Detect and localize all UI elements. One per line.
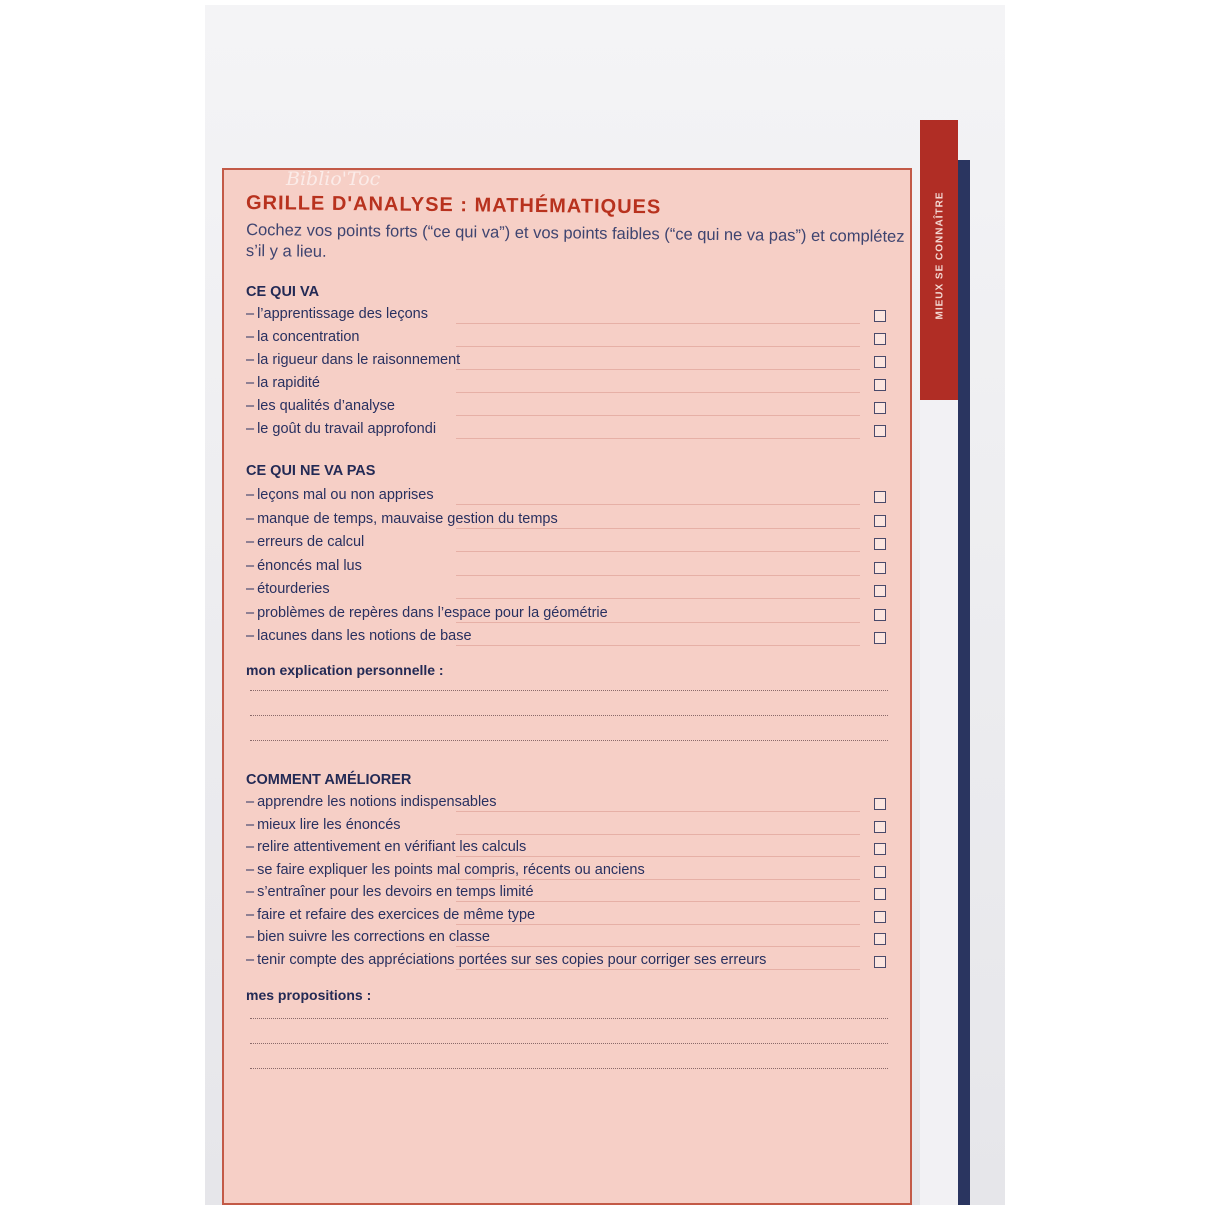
item-label: bien suivre les corrections en classe <box>257 929 490 945</box>
item-label: lacunes dans les notions de base <box>257 628 472 644</box>
item-label: les qualités d’analyse <box>257 398 395 414</box>
leader-line <box>456 415 860 416</box>
checkbox[interactable] <box>874 911 886 923</box>
leader-line <box>456 369 860 370</box>
checklist-item <box>246 794 886 814</box>
checkbox[interactable] <box>874 798 886 810</box>
checklist-item <box>246 421 886 441</box>
checkbox[interactable] <box>874 821 886 833</box>
leader-line <box>456 901 860 902</box>
item-label: étourderies <box>257 581 330 597</box>
item-label: se faire expliquer les points mal compris, récents ou anciens <box>257 861 645 878</box>
leader-line <box>456 856 860 857</box>
item-label: relire attentivement en vérifiant les calculs <box>257 839 527 855</box>
item-label: la rigueur dans le raisonnement <box>257 352 461 368</box>
checklist-item <box>246 581 886 601</box>
checklist-item <box>246 817 886 837</box>
writing-line[interactable] <box>250 740 888 741</box>
writing-line[interactable] <box>250 1043 888 1044</box>
section-heading-ce-qui-va: CE QUI VA <box>246 284 320 300</box>
item-label: faire et refaire des exercices de même type <box>257 906 536 923</box>
leader-line <box>456 946 860 947</box>
checklist-item <box>246 952 886 972</box>
item-dash: – <box>246 487 255 503</box>
watermark: Biblio'Toc <box>286 168 381 190</box>
item-dash: – <box>246 628 255 644</box>
item-label: tenir compte des appréciations portées sur ses copies pour corriger ses erreurs <box>257 951 767 968</box>
writing-line[interactable] <box>250 1018 888 1019</box>
checklist-item <box>246 558 886 578</box>
item-dash: – <box>246 421 255 437</box>
checklist-item <box>246 929 886 949</box>
item-label: mieux lire les énoncés <box>257 816 401 833</box>
checkbox[interactable] <box>874 379 886 391</box>
checkbox[interactable] <box>874 888 886 900</box>
item-dash: – <box>246 398 255 414</box>
checkbox[interactable] <box>874 310 886 322</box>
item-dash: – <box>246 557 255 574</box>
checkbox[interactable] <box>874 843 886 855</box>
checklist-item <box>246 398 886 418</box>
item-dash: – <box>246 352 255 368</box>
item-label: leçons mal ou non apprises <box>257 487 434 503</box>
side-tab <box>920 120 958 400</box>
item-dash: – <box>246 861 255 878</box>
item-dash: – <box>246 794 255 810</box>
leader-line <box>456 811 860 812</box>
explication-label: mon explication personnelle : <box>246 662 444 678</box>
checklist-item <box>246 907 886 927</box>
checkbox[interactable] <box>874 515 886 527</box>
leader-line <box>456 575 860 576</box>
checkbox[interactable] <box>874 538 886 550</box>
leader-line <box>456 924 860 925</box>
item-dash: – <box>246 839 255 855</box>
checkbox[interactable] <box>874 632 886 644</box>
leader-line <box>456 323 860 324</box>
section-heading-ce-qui-ne-va-pas: CE QUI NE VA PAS <box>246 463 376 479</box>
checklist-item <box>246 884 886 904</box>
item-dash: – <box>246 581 255 597</box>
checklist-item <box>246 839 886 859</box>
item-dash: – <box>246 375 255 391</box>
leader-line <box>456 834 860 835</box>
checklist-item <box>246 329 886 349</box>
item-label: manque de temps, mauvaise gestion du temps <box>257 510 558 527</box>
section-heading-comment-ameliorer: COMMENT AMÉLIORER <box>246 772 412 788</box>
intro-text: Cochez vos points forts (“ce qui va”) et vos points faibles (“ce qui ne va pas”) et complétez s’il y a lieu. <box>245 221 905 261</box>
writing-line[interactable] <box>250 690 888 691</box>
leader-line <box>456 528 860 529</box>
writing-line[interactable] <box>250 715 888 716</box>
item-label: s’entraîner pour les devoirs en temps limité <box>257 884 534 900</box>
checkbox[interactable] <box>874 425 886 437</box>
checkbox[interactable] <box>874 562 886 574</box>
item-label: la rapidité <box>257 375 320 391</box>
item-dash: – <box>246 816 255 833</box>
checklist-item <box>246 487 886 507</box>
leader-line <box>456 598 860 599</box>
item-dash: – <box>246 929 255 945</box>
item-dash: – <box>246 534 255 550</box>
item-dash: – <box>246 906 255 923</box>
checklist-item <box>246 605 886 625</box>
item-label: énoncés mal lus <box>257 557 362 574</box>
checkbox[interactable] <box>874 402 886 414</box>
leader-line <box>456 879 860 880</box>
checkbox[interactable] <box>874 609 886 621</box>
item-label: l’apprentissage des leçons <box>257 306 428 322</box>
checklist-item <box>246 352 886 372</box>
item-label: la concentration <box>257 329 360 345</box>
checkbox[interactable] <box>874 866 886 878</box>
side-strip <box>920 400 958 1205</box>
propositions-label: mes propositions : <box>246 987 372 1003</box>
leader-line <box>456 346 860 347</box>
checkbox[interactable] <box>874 491 886 503</box>
item-label: apprendre les notions indispensables <box>257 794 497 810</box>
checklist-item <box>246 534 886 554</box>
item-dash: – <box>246 510 255 527</box>
item-dash: – <box>246 306 255 322</box>
item-label: le goût du travail approfondi <box>257 421 437 437</box>
checklist-item <box>246 306 886 326</box>
checklist-item <box>246 628 886 648</box>
leader-line <box>456 969 860 970</box>
side-tab-label: MIEUX SE CONNAÎTRE <box>934 191 946 320</box>
checklist-item <box>246 375 886 395</box>
page-title: GRILLE D'ANALYSE : MATHÉMATIQUES <box>245 192 662 219</box>
item-dash: – <box>246 951 255 968</box>
checkbox[interactable] <box>874 333 886 345</box>
leader-line <box>456 645 860 646</box>
leader-line <box>456 551 860 552</box>
leader-line <box>456 622 860 623</box>
item-dash: – <box>246 884 255 900</box>
item-dash: – <box>246 604 255 621</box>
book-edge <box>958 160 970 1205</box>
item-label: erreurs de calcul <box>257 534 365 550</box>
item-label: problèmes de repères dans l’espace pour la géométrie <box>257 604 608 621</box>
checkbox[interactable] <box>874 356 886 368</box>
item-dash: – <box>246 329 255 345</box>
checkbox[interactable] <box>874 956 886 968</box>
leader-line <box>456 392 860 393</box>
leader-line <box>456 504 860 505</box>
checklist-item <box>246 862 886 882</box>
checklist-item <box>246 511 886 531</box>
writing-line[interactable] <box>250 1068 888 1069</box>
leader-line <box>456 438 860 439</box>
checkbox[interactable] <box>874 585 886 597</box>
checkbox[interactable] <box>874 933 886 945</box>
